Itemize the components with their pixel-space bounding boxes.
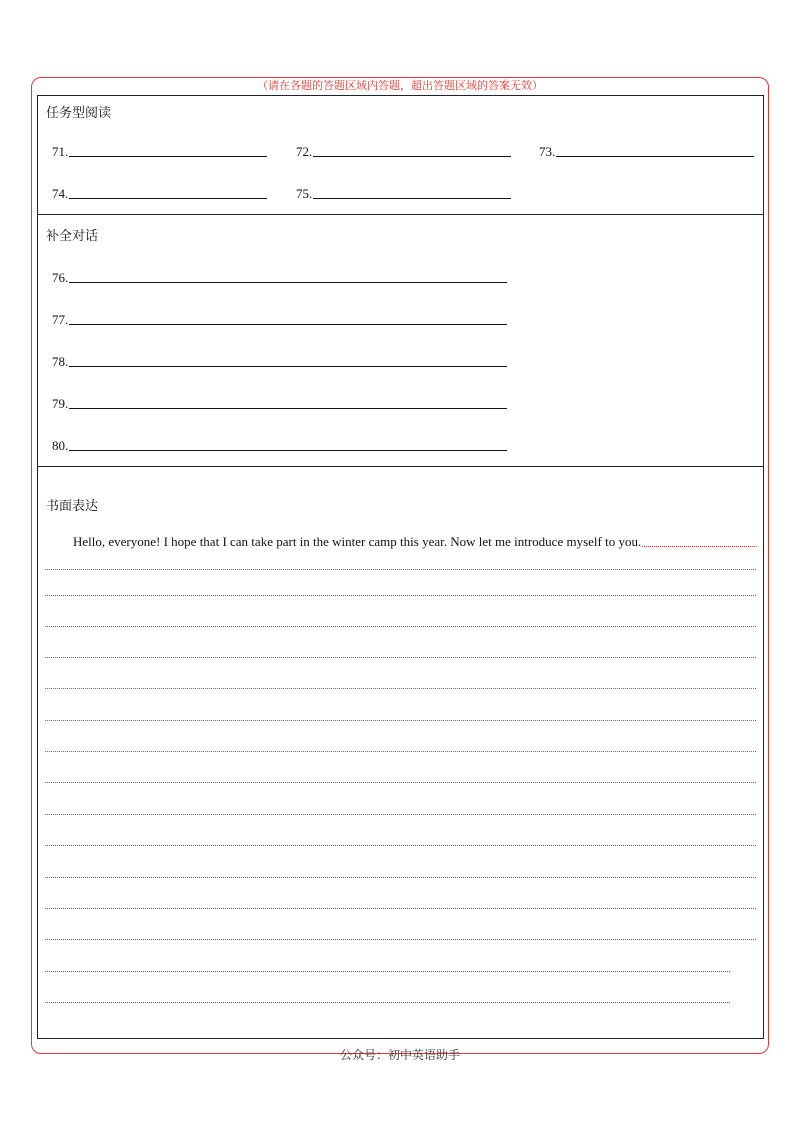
question-number: 78. [52, 354, 69, 369]
writing-line [45, 782, 756, 783]
writing-line [45, 1002, 730, 1003]
answer-line [556, 156, 754, 157]
question-number: 74. [52, 186, 69, 201]
writing-intro-text: Hello, everyone! I hope that I can take part in the winter camp this year. Now let me introduce myself to you. [73, 534, 642, 549]
writing-line [45, 569, 756, 570]
writing-line [45, 720, 756, 721]
question-number: 75. [296, 186, 313, 201]
answer-area-notice: （请在各题的答题区域内答题，超出答题区域的答案无效） [257, 79, 543, 92]
writing-line [45, 626, 756, 627]
writing-line [45, 908, 756, 909]
answer-blank-71[interactable] [52, 141, 267, 159]
answer-line [69, 324, 507, 325]
question-number: 80. [52, 438, 69, 453]
question-number: 77. [52, 312, 69, 327]
answer-line [313, 198, 511, 199]
answer-blank-76[interactable] [52, 267, 507, 285]
answer-blank-73[interactable] [539, 141, 754, 159]
question-number: 72. [296, 144, 313, 159]
answer-line [69, 198, 267, 199]
question-number: 79. [52, 396, 69, 411]
answer-blank-77[interactable] [52, 309, 507, 327]
answer-frame [37, 95, 764, 1039]
task-reading-title: 任务型阅读 [46, 106, 112, 121]
writing-line [642, 546, 757, 547]
task-reading-section [38, 96, 763, 215]
writing-line [45, 939, 756, 940]
writing-line [45, 877, 756, 878]
question-number: 71. [52, 144, 69, 159]
writing-section [38, 467, 763, 1038]
dialogue-title: 补全对话 [46, 229, 99, 244]
answer-line [313, 156, 511, 157]
writing-line [45, 595, 756, 596]
writing-line [45, 688, 756, 689]
answer-line [69, 156, 267, 157]
writing-line [45, 845, 756, 846]
answer-blank-80[interactable] [52, 435, 507, 453]
answer-line [69, 408, 507, 409]
dialogue-section [38, 215, 763, 467]
writing-title: 书面表达 [46, 499, 99, 514]
answer-blank-75[interactable] [296, 183, 511, 201]
writing-line [45, 814, 756, 815]
answer-line [69, 282, 507, 283]
question-number: 76. [52, 270, 69, 285]
answer-blank-78[interactable] [52, 351, 507, 369]
answer-blank-74[interactable] [52, 183, 267, 201]
writing-line [45, 751, 756, 752]
answer-line [69, 366, 507, 367]
writing-line [45, 657, 756, 658]
footer-note: 公众号：初中英语助手 [339, 1048, 460, 1062]
writing-prompt-line[interactable] [73, 531, 757, 549]
writing-line [45, 971, 730, 972]
answer-blank-79[interactable] [52, 393, 507, 411]
question-number: 73. [539, 144, 556, 159]
answer-blank-72[interactable] [296, 141, 511, 159]
answer-line [69, 450, 507, 451]
